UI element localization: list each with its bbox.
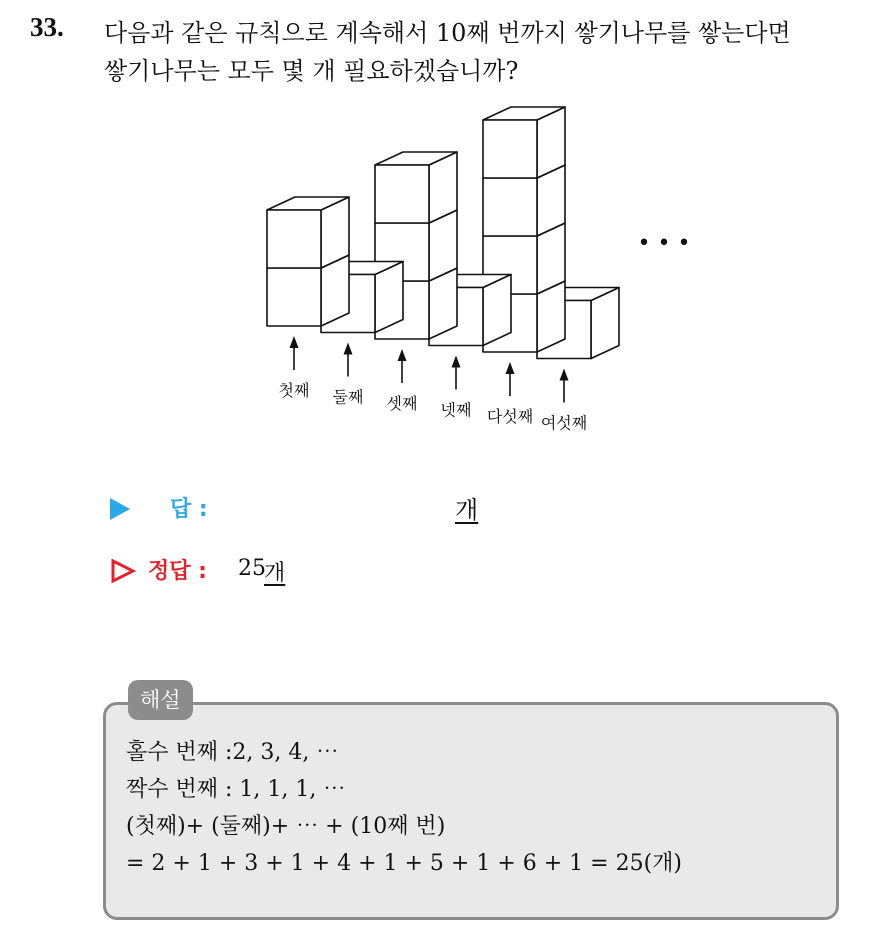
correct-label: 정답 : [148,559,207,584]
cube-front-face [483,178,537,236]
answer-row [110,490,530,530]
continuation-dots: • • • [637,231,691,256]
position-label: 여섯째 [540,413,588,433]
solution-line: 홀수 번째 :2, 3, 4, ⋯ [126,740,339,765]
answer-label: 답 : [170,497,208,522]
correct-unit: 개 [264,561,286,586]
up-arrow-icon [452,356,461,390]
question-line-2: 쌓기나무는 모두 몇 개 필요하겠습니까? [104,57,519,85]
solution-tag: 해설 [128,680,193,720]
cube-front-face [267,210,321,268]
up-arrow-icon [398,349,407,383]
solution-line: 짝수 번째 : 1, 1, 1, ⋯ [126,777,346,802]
correct-play-outline-icon [110,558,136,584]
solution-line: (첫째)+ (둘째)+ ⋯ + (10째 번) [126,814,446,839]
correct-answer-row [110,554,410,594]
position-label: 첫째 [278,381,310,400]
solution-lines [126,734,682,882]
correct-value: 25 [238,556,266,581]
answer-play-icon [110,498,130,520]
position-label: 넷째 [440,400,472,420]
question-line-1: 다음과 같은 규칙으로 계속해서 10째 번까지 쌓기나무를 쌓는다면 [104,19,791,47]
position-label: 둘째 [332,387,364,407]
up-arrow-icon [290,336,299,370]
up-arrow-icon [506,362,515,396]
cube-front-face [375,165,429,223]
position-label: 셋째 [386,394,418,413]
answer-unit: 개 [455,496,479,524]
up-arrow-icon [560,369,569,403]
position-label: 다섯째 [486,407,534,426]
up-arrow-icon [344,343,353,377]
cube-front-face [267,268,321,326]
solution-line: = 2 + 1 + 3 + 1 + 4 + 1 + 5 + 1 + 6 + 1 = 25(개) [126,851,683,876]
question-number: 33. [30,12,64,42]
cube-front-face [483,120,537,178]
